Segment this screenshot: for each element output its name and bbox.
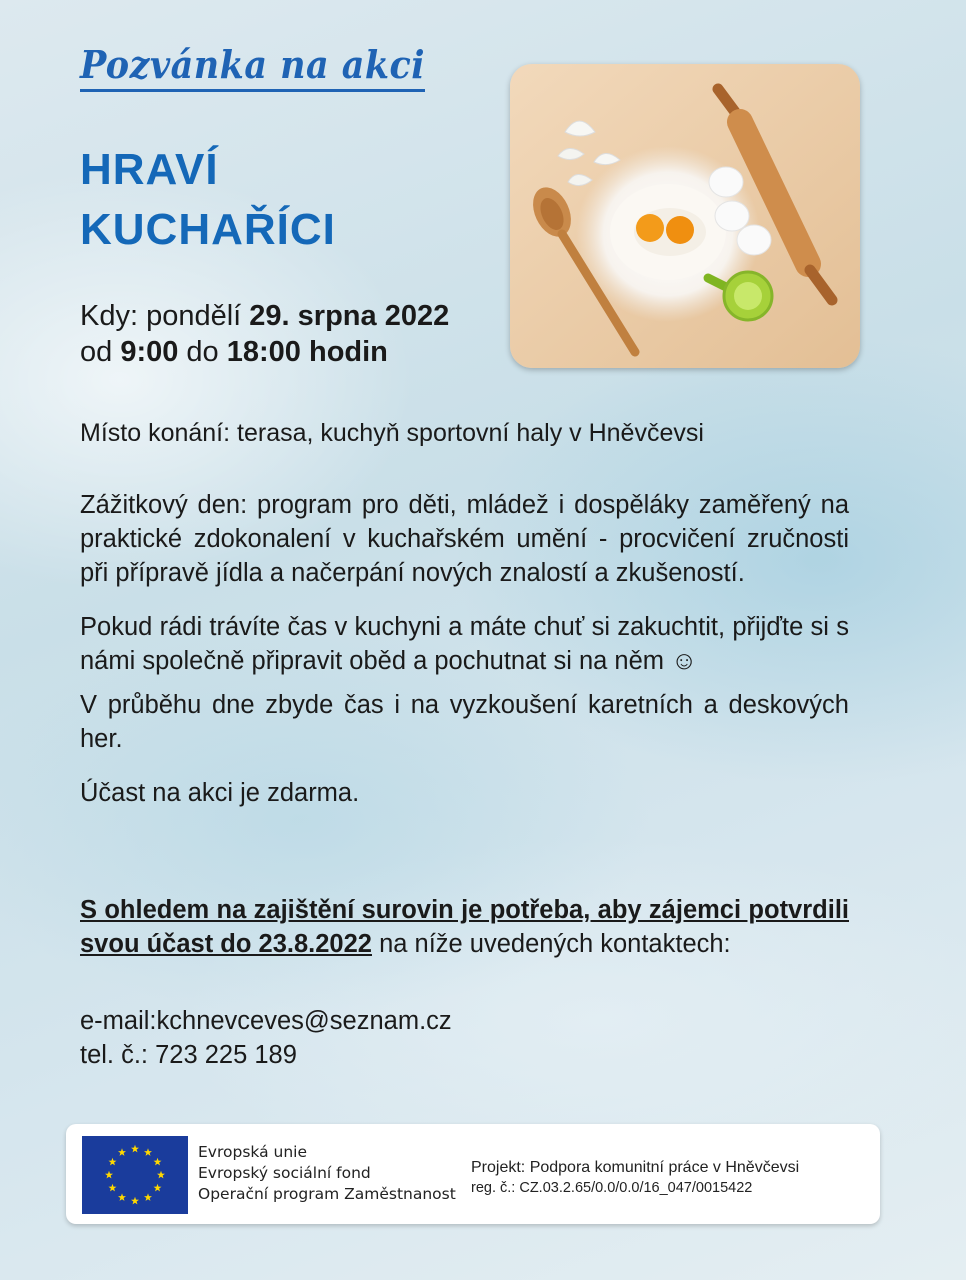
paragraph-games: V průběhu dne zbyde čas i na vyzkoušení karetních a deskových her. [80, 691, 849, 753]
registration-deadline: S ohledem na zajištění surovin je potřeba, aby zájemci potvrdili svou účast do 23.8.2022 [80, 896, 849, 958]
paragraph-free: Účast na akci je zdarma. [80, 779, 360, 807]
to-label: do [178, 336, 227, 368]
project-name: Projekt: Podpora komunitní práce v Hněvčevsi [471, 1159, 800, 1176]
date-prefix: Kdy: pondělí [80, 300, 250, 332]
contact-phone[interactable]: tel. č.: 723 225 189 [80, 1041, 297, 1069]
footer-banner [66, 1124, 880, 1224]
registration-notice [80, 893, 849, 961]
start-time: 9:00 [120, 336, 179, 368]
contact-email[interactable]: e-mail:kchnevceves@seznam.cz [80, 1007, 452, 1035]
eu-line-union: Evropská unie [198, 1143, 308, 1161]
from-label: od [80, 336, 121, 368]
invite-heading: Pozvánka na akci [80, 42, 425, 92]
event-time [80, 298, 449, 370]
event-date: 29. srpna 2022 [249, 300, 450, 332]
event-place: Místo konání: terasa, kuchyň sportovní haly v Hněvčevsi [80, 419, 704, 447]
paragraph-cooking: Pokud rádi trávíte čas v kuchyni a máte chuť si zakuchtit, přijďte si s námi společně připravit oběd a pochutnat si na něm ☺ [80, 613, 849, 675]
contacts [80, 1004, 452, 1072]
eu-line-fund: Evropský sociální fond [198, 1164, 371, 1182]
project-reg-number: reg. č.: CZ.03.2.65/0.0/0.0/16_047/0015422 [471, 1180, 753, 1196]
eu-caption [198, 1142, 456, 1205]
event-hours-line [80, 334, 449, 370]
event-date-line [80, 298, 449, 334]
event-title-line1: HRAVÍ [80, 145, 219, 194]
eu-line-programme: Operační program Zaměstnanost [198, 1185, 456, 1203]
baking-photo [510, 64, 860, 368]
registration-rest: na níže uvedených kontaktech: [371, 930, 731, 958]
event-title [80, 140, 336, 260]
end-time: 18:00 hodin [226, 336, 388, 368]
project-info [471, 1158, 799, 1198]
event-description [80, 488, 849, 820]
eu-flag-icon [82, 1136, 188, 1214]
event-title-line2: KUCHAŘÍCI [80, 205, 336, 254]
paragraph-program: Zážitkový den: program pro děti, mládež i dospěláky zaměřený na praktické zdokonalení v kuchařském umění - procvičení zručnosti při přípravě jídla a načerpání nových znalostí a zkušeností. [80, 491, 849, 587]
